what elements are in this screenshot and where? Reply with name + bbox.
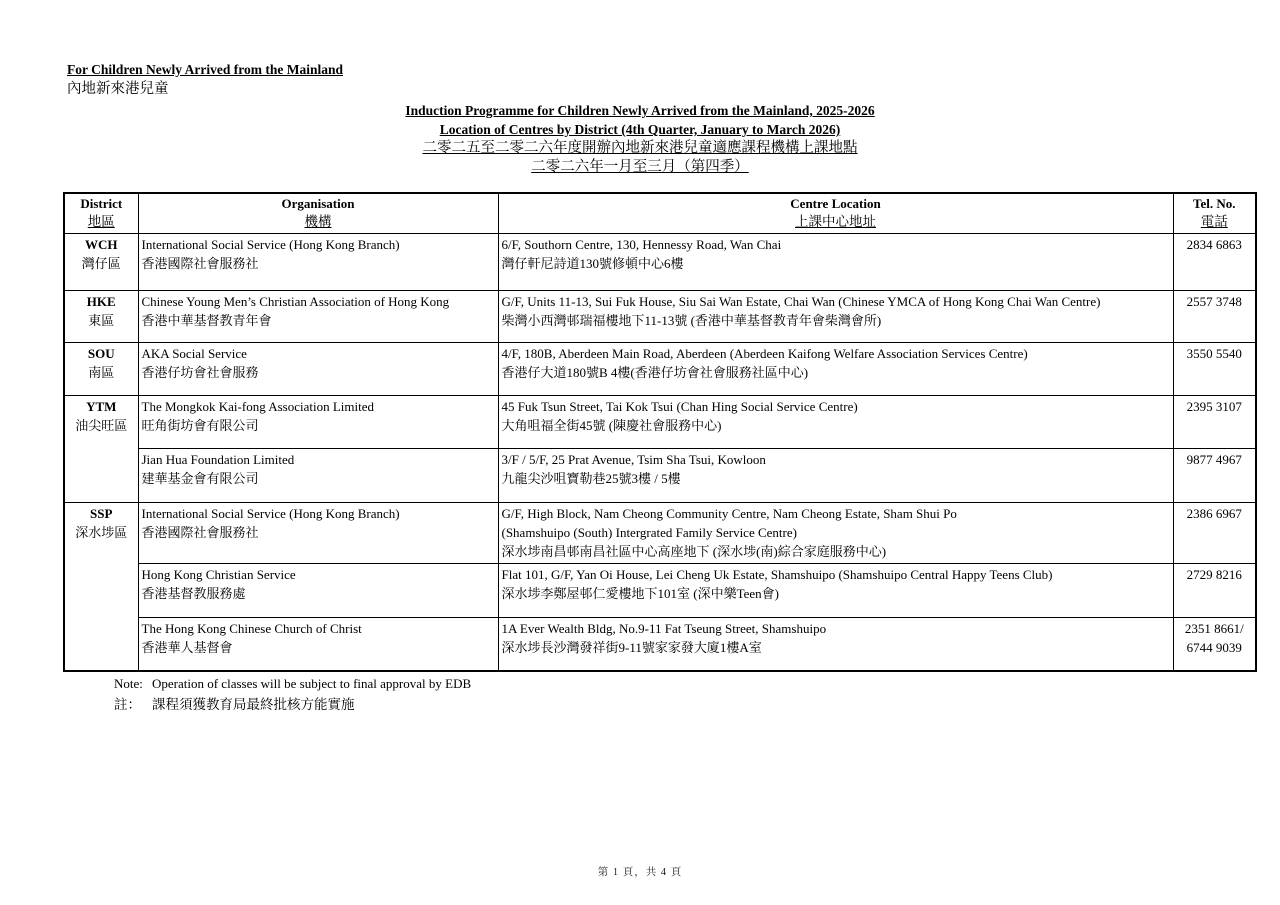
district-code: SSP [90, 506, 113, 521]
centres-table-container [63, 192, 1257, 672]
tel-number: 3550 5540 [1186, 346, 1242, 361]
table-row [64, 618, 1256, 671]
tel-cell [1173, 234, 1256, 291]
organisation-en: International Social Service (Hong Kong Branch) [141, 506, 400, 521]
district-code: WCH [85, 237, 118, 252]
centres-table [63, 192, 1257, 672]
table-row [64, 291, 1256, 343]
column-header-organisation-zh: 機構 [304, 214, 332, 229]
column-header-centre-location [498, 193, 1173, 234]
district-cell-hke [64, 291, 138, 343]
location-line: 6/F, Southorn Centre, 130, Hennessy Road, Wan Chai [501, 237, 782, 252]
tel-number: 2351 8661/ [1184, 621, 1244, 636]
district-name-zh: 灣仔區 [81, 256, 121, 271]
location-cell [498, 618, 1173, 671]
organisation-cell [138, 503, 498, 564]
tel-cell [1173, 291, 1256, 343]
organisation-en: International Social Service (Hong Kong Branch) [141, 237, 400, 252]
tel-number: 2557 3748 [1186, 294, 1242, 309]
tel-cell [1173, 449, 1256, 503]
column-header-tel [1173, 193, 1256, 234]
table-row [64, 564, 1256, 618]
location-cell [498, 343, 1173, 396]
district-cell-sou [64, 343, 138, 396]
organisation-zh: 旺角街坊會有限公司 [141, 418, 259, 433]
note-label-zh: 註： [114, 697, 141, 712]
organisation-en: AKA Social Service [141, 346, 247, 361]
organisation-zh: 香港中華基督教青年會 [141, 313, 272, 328]
district-cell-ytm [64, 396, 138, 503]
column-header-district-zh: 地區 [87, 214, 115, 229]
title-line-4: 二零二六年一月至三月（第四季） [531, 158, 749, 175]
location-line: 大角咀福全街45號 (陳慶社會服務中心) [501, 418, 722, 433]
organisation-en: Chinese Young Men’s Christian Association of Hong Kong [141, 294, 450, 309]
organisation-cell [138, 449, 498, 503]
location-cell [498, 503, 1173, 564]
location-cell [498, 291, 1173, 343]
location-line: 深水埗長沙灣發祥街9-11號家家發大廈1樓A室 [501, 640, 762, 655]
location-cell [498, 449, 1173, 503]
location-line: G/F, High Block, Nam Cheong Community Centre, Nam Cheong Estate, Sham Shui Po [501, 506, 957, 521]
tel-number: 6744 9039 [1186, 640, 1242, 655]
organisation-cell [138, 618, 498, 671]
organisation-en: Jian Hua Foundation Limited [141, 452, 295, 467]
column-header-centre-location-en: Centre Location [790, 196, 881, 211]
location-line: 3/F / 5/F, 25 Prat Avenue, Tsim Sha Tsui, Kowloon [501, 452, 766, 467]
note-text-en: Operation of classes will be subject to final approval by EDB [152, 676, 472, 691]
table-row [64, 503, 1256, 564]
title-line-3: 二零二五至二零二六年度開辦內地新來港兒童適應課程機構上課地點 [422, 140, 858, 156]
organisation-en: The Mongkok Kai-fong Association Limited [141, 399, 375, 414]
title-line-2: Location of Centres by District (4th Quarter, January to March 2026) [439, 122, 841, 137]
page-title [0, 101, 1280, 176]
district-name-zh: 深水埗區 [75, 525, 128, 540]
district-name-zh: 南區 [88, 365, 115, 380]
location-line: G/F, Units 11-13, Sui Fuk House, Siu Sai Wan Estate, Chai Wan (Chinese YMCA of Hong Kong Chai Wan Centre) [501, 294, 1101, 309]
tel-cell [1173, 343, 1256, 396]
note-label-en: Note: [114, 676, 143, 691]
location-line: 1A Ever Wealth Bldg, No.9-11 Fat Tseung Street, Shamshuipo [501, 621, 827, 636]
location-cell [498, 234, 1173, 291]
title-line-1: Induction Programme for Children Newly Arrived from the Mainland, 2025-2026 [405, 103, 875, 118]
tel-number: 2395 3107 [1186, 399, 1242, 414]
district-cell-ssp [64, 503, 138, 671]
location-line: 深水埗南昌邨南昌社區中心高座地下 (深水埗(南)綜合家庭服務中心) [501, 544, 887, 559]
table-header-row [64, 193, 1256, 234]
organisation-cell [138, 564, 498, 618]
location-line: 4/F, 180B, Aberdeen Main Road, Aberdeen (Aberdeen Kaifong Welfare Association Services Centre) [501, 346, 1028, 361]
tel-cell [1173, 564, 1256, 618]
approval-note [114, 674, 471, 715]
table-row [64, 396, 1256, 449]
column-header-tel-zh: 電話 [1200, 214, 1228, 229]
document-subject-header [67, 60, 343, 100]
organisation-en: The Hong Kong Chinese Church of Christ [141, 621, 362, 636]
column-header-district-en: District [80, 196, 123, 211]
district-cell-wch [64, 234, 138, 291]
location-cell [498, 396, 1173, 449]
column-header-centre-location-zh: 上課中心地址 [795, 214, 876, 229]
note-text-zh: 課程須獲教育局最終批核方能實施 [152, 697, 355, 712]
organisation-zh: 香港國際社會服務社 [141, 256, 259, 271]
organisation-zh: 香港仔坊會社會服務 [141, 365, 259, 380]
organisation-cell [138, 396, 498, 449]
tel-number: 9877 4967 [1186, 452, 1242, 467]
location-line: 45 Fuk Tsun Street, Tai Kok Tsui (Chan Hing Social Service Centre) [501, 399, 858, 414]
tel-cell [1173, 396, 1256, 449]
column-header-organisation-en: Organisation [281, 196, 355, 211]
tel-number: 2729 8216 [1186, 567, 1242, 582]
location-line: 灣仔軒尼詩道130號修頓中心6樓 [501, 256, 684, 271]
column-header-tel-en: Tel. No. [1193, 196, 1236, 211]
organisation-zh: 香港華人基督會 [141, 640, 233, 655]
column-header-district [64, 193, 138, 234]
organisation-cell [138, 291, 498, 343]
organisation-zh: 香港基督教服務處 [141, 586, 246, 601]
tel-number: 2834 6863 [1186, 237, 1242, 252]
district-name-zh: 油尖旺區 [75, 418, 128, 433]
column-header-organisation [138, 193, 498, 234]
organisation-cell [138, 343, 498, 396]
subject-header-en: For Children Newly Arrived from the Mainland [67, 62, 343, 77]
district-code: HKE [86, 294, 116, 309]
district-name-zh: 東區 [88, 313, 115, 328]
district-code: YTM [86, 399, 117, 414]
tel-cell [1173, 618, 1256, 671]
location-line: Flat 101, G/F, Yan Oi House, Lei Cheng Uk Estate, Shamshuipo (Shamshuipo Central Happy Teens Club) [501, 567, 1053, 582]
tel-number: 2386 6967 [1186, 506, 1242, 521]
district-code: SOU [87, 346, 115, 361]
page-number-footer: 第 1 頁，共 4 頁 [597, 867, 683, 878]
organisation-zh: 建華基金會有限公司 [141, 471, 259, 486]
location-line: 深水埗李鄭屋邨仁愛樓地下101室 (深中樂Teen會) [501, 586, 779, 601]
organisation-en: Hong Kong Christian Service [141, 567, 296, 582]
location-line: 九龍尖沙咀寶勒巷25號3樓 / 5樓 [501, 471, 681, 486]
organisation-zh: 香港國際社會服務社 [141, 525, 259, 540]
location-cell [498, 564, 1173, 618]
subject-header-zh: 內地新來港兒童 [67, 81, 169, 97]
location-line: 香港仔大道180號B 4樓(香港仔坊會社會服務社區中心) [501, 365, 809, 380]
location-line: (Shamshuipo (South) Intergrated Family Service Centre) [501, 525, 797, 540]
table-row [64, 449, 1256, 503]
location-line: 柴灣小西灣邨瑞福樓地下11-13號 (香港中華基督教青年會柴灣會所) [501, 313, 882, 328]
tel-cell [1173, 503, 1256, 564]
table-row [64, 234, 1256, 291]
organisation-cell [138, 234, 498, 291]
table-row [64, 343, 1256, 396]
